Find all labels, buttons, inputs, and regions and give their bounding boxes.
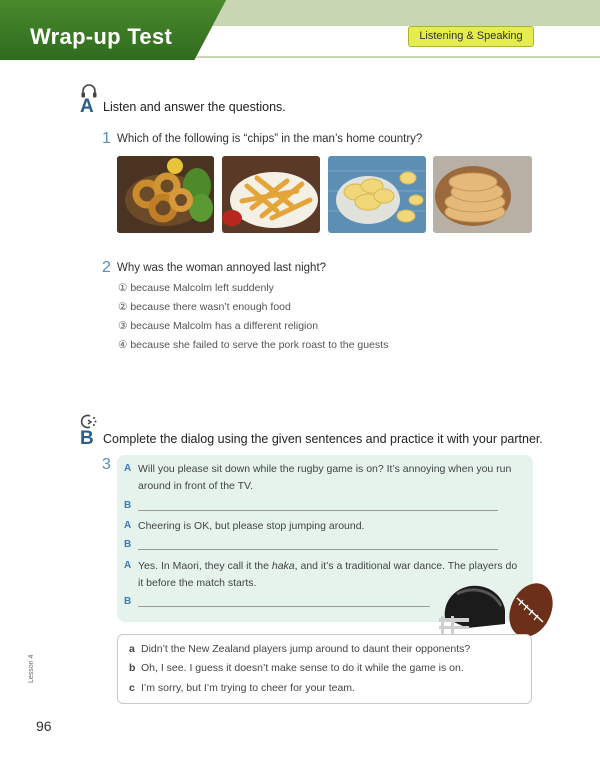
sentence-a-text: Didn’t the New Zealand players jump around to daunt their opponents? xyxy=(141,643,471,655)
dialog-speaker-a: A xyxy=(124,463,132,474)
q2-option-3[interactable]: ③ because Malcolm has a different religion xyxy=(118,320,319,332)
dialog-speaker-b: B xyxy=(124,596,132,607)
sentence-b-letter: b xyxy=(129,662,136,674)
lesson-side-label: Lesson 4 xyxy=(28,654,35,683)
dialog-line-1-part1: Will you please sit down while the rugby game is on? It’s annoying when you run xyxy=(138,463,512,475)
dialog-answer-blank-3[interactable] xyxy=(138,606,430,607)
dialog-line-1-part2: around in front of the TV. xyxy=(138,480,253,492)
dialog-answer-blank-2[interactable] xyxy=(138,549,498,550)
crackers-image xyxy=(433,156,532,233)
dialog-speaker-a: A xyxy=(124,560,132,571)
dialog-answer-blank-1[interactable] xyxy=(138,510,498,511)
potato-chips-image xyxy=(328,156,426,233)
q2-option-4[interactable]: ④ because she failed to serve the pork roast to the guests xyxy=(118,339,389,351)
sentence-c-letter: c xyxy=(129,682,135,694)
crackers-photo[interactable] xyxy=(433,156,532,233)
header-divider xyxy=(196,56,600,58)
dialog-line-3-part2: it before the match starts. xyxy=(138,577,257,589)
french-fries-photo[interactable] xyxy=(222,156,320,233)
rugby-helmet-ball-icon xyxy=(437,580,555,640)
dialog-speaker-b: B xyxy=(124,539,132,550)
sentence-a-letter: a xyxy=(129,643,135,655)
question-3-number: 3 xyxy=(102,456,111,473)
dialog-speaker-b: B xyxy=(124,500,132,511)
onion-rings-image xyxy=(117,156,214,233)
question-1-text: Which of the following is “chips” in the man’s home country? xyxy=(117,133,423,145)
french-fries-image xyxy=(222,156,320,233)
section-a-instruction: Listen and answer the questions. xyxy=(103,100,286,114)
skill-badge: Listening & Speaking xyxy=(408,26,534,47)
dialog-line-2: Cheering is OK, but please stop jumping around. xyxy=(138,520,365,532)
q2-option-2[interactable]: ② because there wasn’t enough food xyxy=(118,301,291,313)
q2-option-1[interactable]: ① because Malcolm left suddenly xyxy=(118,282,274,294)
question-2-number: 2 xyxy=(102,259,111,276)
section-b-letter: B xyxy=(80,428,94,449)
question-1-number: 1 xyxy=(102,130,111,147)
question-2-text: Why was the woman annoyed last night? xyxy=(117,262,327,274)
potato-chips-photo[interactable] xyxy=(328,156,426,233)
section-b-instruction: Complete the dialog using the given sentences and practice it with your partner. xyxy=(103,432,543,446)
page-number: 96 xyxy=(36,718,52,734)
dialog-line-3-part1b: , and it’s a traditional war dance. The players do xyxy=(294,560,518,572)
dialog-line-1 xyxy=(138,461,528,495)
dialog-speaker-a: A xyxy=(124,520,132,531)
section-a-letter: A xyxy=(80,96,94,117)
speaking-icon xyxy=(80,413,98,429)
sentence-b-text: Oh, I see. I guess it doesn’t make sense to do it while the game is on. xyxy=(141,662,464,674)
page-title: Wrap-up Test xyxy=(30,24,173,49)
dialog-line-3-part1: Yes. In Maori, they call it the xyxy=(138,560,272,572)
dialog-line-3-haka: haka xyxy=(271,560,295,572)
onion-rings-photo[interactable] xyxy=(117,156,214,233)
sentence-c-text: I’m sorry, but I’m trying to cheer for your team. xyxy=(141,682,355,694)
